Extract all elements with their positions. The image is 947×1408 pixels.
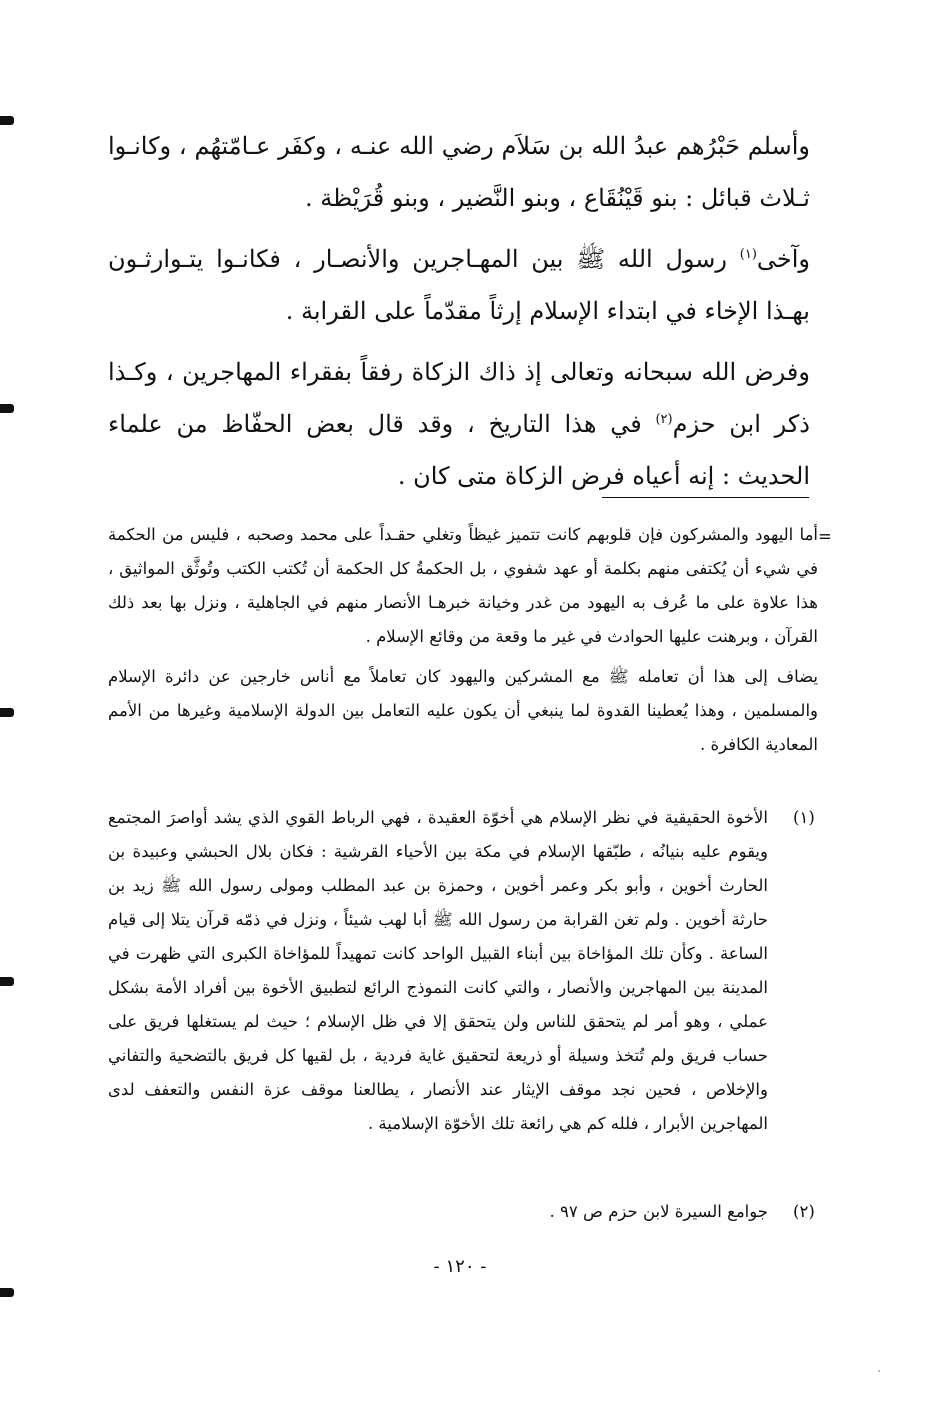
footnote-continued-paragraph-1: أما اليهود والمشركون فإن قلوبهم كانت تتميز غيظاً وتغلي حقـداً على محمد وصحبه ، فليس من الحكمة في شيء أن يُكتفى منهم بكلمة أو عهد شفوي ، بل الحكمةُ كل الحكمة أن تُكتب الكتب وتُوثَّق المواثيق ، هذا علاوة على ما عُرف به اليهود من غدر وخيانة خبرهـا الأنصار منهم في الجاهلية ، ونزل بها بعد ذلك القرآن ، وبرهنت عليها الحوادث في غير ما وقعة من وقائع الإسلام . — [108, 525, 818, 646]
paragraph-2-end: رسول الله ﷺ بين المهـاجرين والأنصـار ، فكانـوا يتـوارثـون بهـذا الإخاء في ابتداء الإسلام إرثاً مقدّماً على القرابة . — [108, 245, 810, 325]
paragraph-3 — [108, 346, 810, 502]
footnote-2-marker: (٢) — [793, 1202, 815, 1221]
footnote-1-text: الأخوة الحقيقية في نظر الإسلام هي أخوّة العقيدة ، فهي الرباط القوي الذي يشد أواصرَ المجتمع ويقوم عليه بنيانُه ، طبّقها الإسلام في مكة بين الأحياء القرشية : فكان بلال الحبشي وعبيدة بن الحارث أخوين ، وأبو بكر وعمر أخوين ، وحمزة بن عبد المطلب ومولى رسول الله ﷺ زيد بن حارثة أخوين . ولم تغن القرابة من رسول الله ﷺ أبا لهب شيئاً ، ونزل في ذمّه قرآن يتلا إلى قيام الساعة . وكأن تلك المؤاخاة بين أبناء القبيل الواحد كانت تمهيداً للمؤاخاة الكبرى التي ظهرت في المدينة بين المهاجرين والأنصار ، والتي كانت النموذج الرائع لتطبيق الأخوة بين أفراد الأمة بشكل عملي ، وهو أمر لم يتحقق للناس ولن يتحقق إلا في ظل الإسلام ؛ حيث لم يستغلها فريق على حساب فريق ولم تُتخذ وسيلة أو ذريعة لتحقيق غاية فردية ، بل لقيها كل فريق بالتضحية والتفاني والإخلاص ، فحين نجد موقف الإيثار عند الأنصار ، يطالعنا موقف عزة النفس والتعفف لدى المهاجرين الأبرار ، فلله كم هي رائعة تلك الأخوّة الإسلامية . — [108, 808, 768, 1133]
footnote-continuation-marker: = — [818, 527, 832, 546]
margin-mark — [0, 977, 14, 986]
footnote-1-marker: (١) — [793, 808, 815, 827]
paragraph-2-start: وآخى — [756, 245, 810, 273]
footnote-2-text: جوامع السيرة لابن حزم ص ٩٧ . — [549, 1202, 768, 1221]
scan-speck — [878, 1370, 880, 1372]
footnote-ref-2: (٢) — [655, 412, 673, 427]
footnote-continued — [108, 518, 818, 762]
margin-mark — [0, 116, 14, 125]
margin-mark — [0, 708, 14, 717]
paragraph-3-end: في هذا التاريخ ، وقد قال بعض الحفّاظ من علماء الحديث : إنه أعياه فرض الزكاة متى كان . — [108, 410, 810, 490]
margin-mark — [0, 1288, 14, 1297]
footnote-continued-paragraph-2: يضاف إلى هذا أن تعامله ﷺ مع المشركين واليهود كان تعاملاً مع أناس خارجين عن دائرة الإسلام والمسلمين ، وهذا يُعطينا القدوة لما ينبغي أن يكون عليه التعامل بين الدولة الإسلامية وغيرها من الأمم المعادية الكافرة . — [108, 667, 818, 754]
margin-mark — [0, 404, 14, 413]
paragraph-1: وأسلم حَبْرُهم عبدُ الله بن سَلاَم رضي الله عنـه ، وكفَر عـامّتهُم ، وكانـوا ثـلاث قبائل : بنو قَيْنُقَاع ، وبنو النَّضير ، وبنو قُرَيْظة . — [108, 132, 810, 212]
paragraph-3-start: وفرض الله سبحانه وتعالى إذ ذاك الزكاة رفقاً بفقراء المهاجرين ، وكـذا ذكر ابن حزم — [108, 358, 810, 438]
paragraph-2 — [108, 233, 810, 337]
footnote-ref-1: (١) — [739, 247, 757, 262]
footnote-1 — [108, 801, 768, 1141]
footnote-2 — [108, 1195, 768, 1229]
footnote-separator — [602, 497, 809, 498]
page-number: - ١٢٠ - — [433, 1256, 487, 1277]
